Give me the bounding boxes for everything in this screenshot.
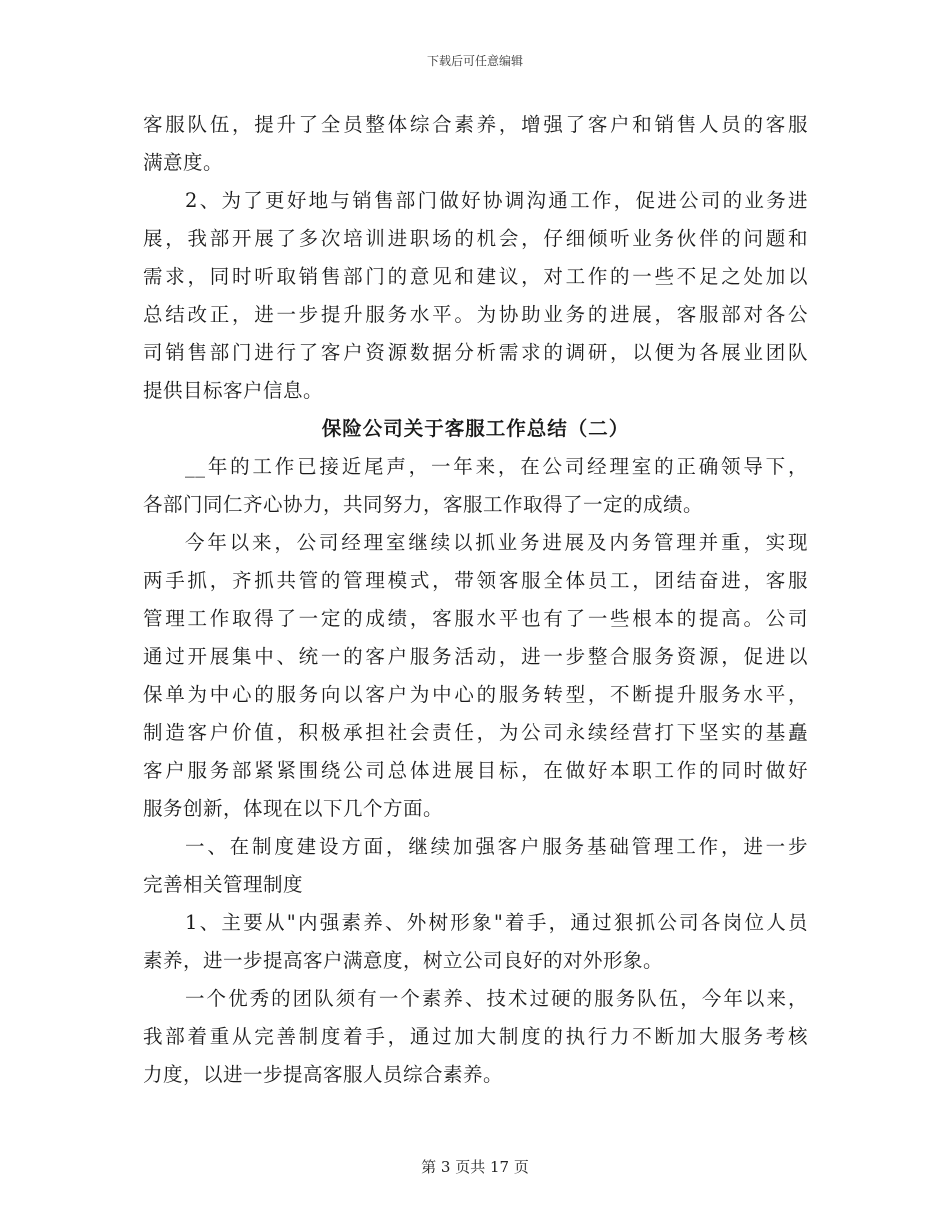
text-line: 保单为中心的服务向以客户为中心的服务转型，不断提升服务水平， — [143, 683, 808, 706]
paragraph — [143, 904, 808, 980]
text-line: 提供目标客户信息。 — [143, 379, 324, 402]
text-line: 总结改正，进一步提升服务水平。为协助业务的进展，客服部对各公 — [143, 303, 808, 326]
text-line: 客户服务部紧紧围绕公司总体进展目标，在做好本职工作的同时做好 — [143, 759, 808, 782]
text-line: 各部门同仁齐心协力，共同努力，客服工作取得了一定的成绩。 — [143, 493, 704, 516]
text-line: 客服队伍，提升了全员整体综合素养，增强了客户和销售人员的客服 — [143, 113, 808, 136]
page-footer: 第 3 页共 17 页 — [421, 1158, 529, 1176]
text-line: 展，我部开展了多次培训进职场的机会，仔细倾听业务伙伴的问题和 — [143, 227, 808, 250]
text-line: 司销售部门进行了客户资源数据分析需求的调研，以便为各展业团队 — [143, 341, 808, 364]
document-body — [143, 106, 808, 1094]
text-line: 1、主要从"内强素养、外树形象"着手，通过狠抓公司各岗位人员 — [185, 911, 808, 934]
text-line: 通过开展集中、统一的客户服务活动，进一步整合服务资源，促进以 — [143, 645, 808, 668]
page-header: 下载后可任意编辑 — [426, 54, 523, 68]
text-line: 一个优秀的团队须有一个素养、技术过硬的服务队伍，今年以来， — [185, 987, 808, 1010]
paragraph — [143, 448, 808, 524]
section-title: 保险公司关于客服工作总结（二） — [321, 417, 630, 440]
text-line: __年的工作已接近尾声，一年来，在公司经理室的正确领导下， — [185, 455, 808, 478]
paragraph — [143, 182, 808, 410]
text-line: 服务创新，体现在以下几个方面。 — [143, 797, 444, 820]
paragraph — [143, 980, 808, 1094]
text-line: 我部着重从完善制度着手，通过加大制度的执行力不断加大服务考核 — [143, 1025, 808, 1048]
paragraph — [143, 828, 808, 904]
text-line: 满意度。 — [143, 151, 224, 174]
text-line: 2、为了更好地与销售部门做好协调沟通工作，促进公司的业务进 — [185, 189, 808, 212]
text-line: 素养，进一步提高客户满意度，树立公司良好的对外形象。 — [143, 949, 664, 972]
text-line: 力度，以进一步提高客服人员综合素养。 — [143, 1063, 504, 1086]
text-line: 完善相关管理制度 — [143, 873, 304, 896]
text-line: 两手抓，齐抓共管的管理模式，带领客服全体员工，团结奋进，客服 — [143, 569, 808, 592]
paragraph — [143, 106, 808, 182]
text-line: 需求，同时听取销售部门的意见和建议，对工作的一些不足之处加以 — [143, 265, 808, 288]
text-line: 制造客户价值，积极承担社会责任，为公司永续经营打下坚实的基矗 — [143, 721, 808, 744]
text-line: 今年以来，公司经理室继续以抓业务进展及内务管理并重，实现 — [185, 531, 808, 554]
text-line: 管理工作取得了一定的成绩，客服水平也有了一些根本的提高。公司 — [143, 607, 808, 630]
paragraph — [143, 524, 808, 828]
text-line: 一、在制度建设方面，继续加强客户服务基础管理工作，进一步 — [185, 835, 808, 858]
